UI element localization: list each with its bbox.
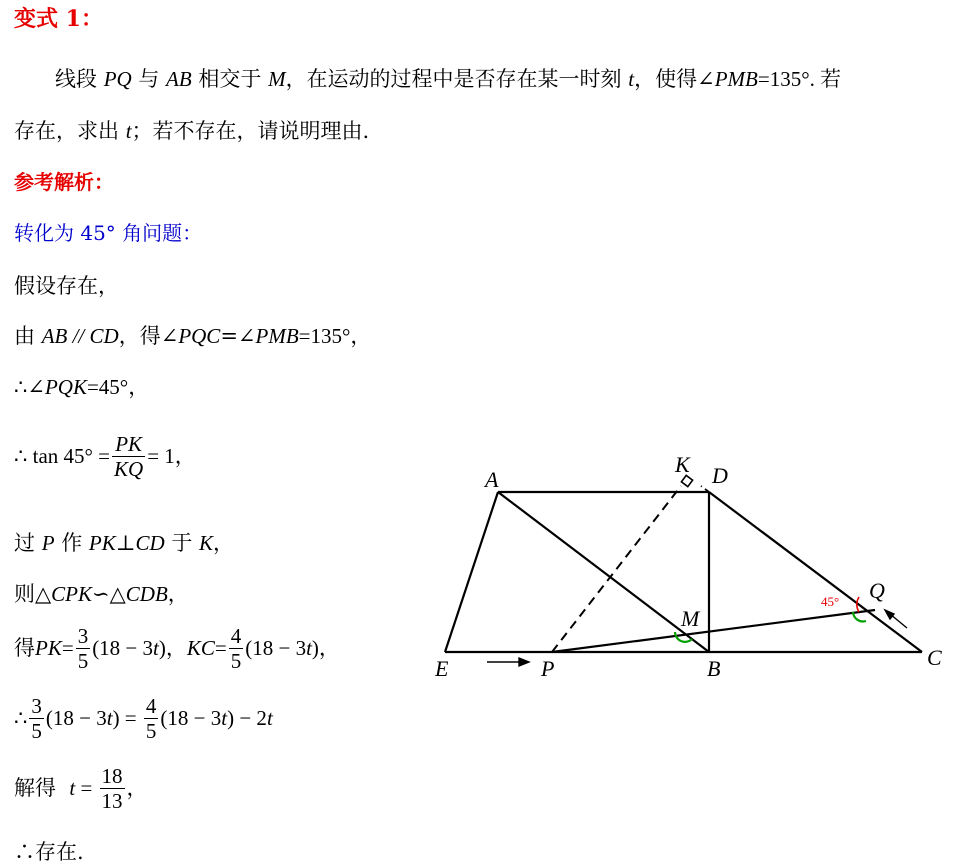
- text: ，在运动的过程中是否存在某一时刻: [285, 67, 629, 91]
- variable-t: t: [125, 119, 132, 143]
- numerator: 4: [230, 624, 242, 648]
- label-m: M: [681, 606, 700, 631]
- step-solution: [14, 764, 148, 813]
- fraction-18-13: [100, 764, 125, 813]
- text: ∴ tan 45° =: [14, 444, 111, 469]
- text: 得: [14, 636, 35, 661]
- geometry-figure: [435, 450, 965, 700]
- text: (18 − 3: [92, 636, 154, 661]
- numerator: PK: [112, 432, 145, 457]
- step-similar: [14, 584, 189, 605]
- angle-pqc: PQC: [178, 324, 221, 348]
- text: 线段: [55, 67, 104, 91]
- text: ): [158, 636, 166, 661]
- fraction-4-5: [144, 694, 159, 743]
- segment-pk: PK: [35, 636, 62, 661]
- variable-t: t: [153, 636, 159, 661]
- text: 则△: [14, 582, 52, 606]
- variable-t: t: [221, 706, 228, 731]
- label-e: E: [435, 656, 449, 681]
- variable-t: t: [69, 776, 76, 801]
- text: ，使得∠: [634, 67, 715, 91]
- text: =135°. 若: [757, 67, 842, 91]
- text: =: [75, 776, 98, 801]
- segment-pq: [552, 610, 875, 652]
- text: ) =: [112, 706, 142, 731]
- text: 相交于: [191, 67, 269, 91]
- text: =∠: [220, 324, 256, 348]
- triangle-cdb: CDB: [125, 582, 168, 606]
- numerator: 18: [101, 764, 123, 788]
- fraction-3-5: [29, 694, 44, 743]
- convert-title: 转化为 45° 角问题：: [14, 221, 203, 245]
- denominator: 5: [145, 719, 157, 744]
- numerator: 3: [77, 624, 89, 648]
- denominator: 5: [230, 649, 242, 674]
- text: =: [214, 636, 227, 661]
- denominator: 5: [77, 649, 89, 674]
- point-m: M: [268, 67, 286, 91]
- text: ) − 2: [227, 706, 267, 731]
- fraction-4-5: [229, 624, 244, 673]
- text: ): [311, 636, 319, 661]
- text: ∴∠: [14, 375, 45, 399]
- text: (18 − 3: [45, 706, 107, 731]
- text: ∴: [14, 706, 28, 731]
- parallel-sign: //: [67, 324, 90, 348]
- step-parallel: [14, 326, 371, 347]
- segment-pq: PQ: [103, 67, 132, 91]
- segment-kc: KC: [186, 636, 215, 661]
- label-b: B: [707, 656, 721, 681]
- step-assume: 假设存在，: [14, 274, 119, 298]
- variable-t: t: [106, 706, 113, 731]
- numerator: 3: [31, 694, 42, 718]
- text: ，: [165, 636, 187, 661]
- step-conclusion: ∴存在.: [14, 840, 84, 864]
- label-c: C: [927, 645, 942, 670]
- segment-ab: [498, 492, 709, 652]
- angle-pmb: PMB: [255, 324, 299, 348]
- text: 解得: [14, 776, 70, 801]
- text: 与: [131, 67, 167, 91]
- text: =: [61, 636, 74, 661]
- fraction-pk-kq: [112, 432, 145, 481]
- denominator: 13: [101, 789, 123, 814]
- triangle-cpk: CPK: [51, 582, 92, 606]
- text: ；若不存在，请说明理由.: [131, 119, 370, 143]
- variable-t: t: [306, 636, 312, 661]
- numerator: 4: [145, 694, 157, 718]
- variable-t: t: [266, 706, 273, 731]
- motion-arrow-p: [487, 658, 529, 666]
- text: 作: [54, 531, 89, 555]
- angle-pqk: PQK: [44, 375, 87, 399]
- variable-t: t: [628, 67, 635, 91]
- step-angle-pqk: [14, 377, 149, 398]
- analysis-title: 参考解析：: [14, 170, 114, 194]
- segment-ab: AB: [166, 67, 192, 91]
- angle-pmb: PMB: [714, 67, 758, 91]
- text: 过: [14, 531, 42, 555]
- text: ，: [318, 636, 340, 661]
- perp-sign: ⊥: [115, 531, 136, 555]
- step-equation: [14, 694, 273, 743]
- step-tan: [14, 432, 196, 481]
- text: ，得∠: [118, 324, 179, 348]
- text: ，: [213, 531, 235, 555]
- label-d: D: [712, 463, 728, 488]
- step-lengths: [14, 624, 340, 673]
- point-p: P: [41, 531, 55, 555]
- text: = 1，: [147, 444, 196, 469]
- label-a: A: [485, 467, 499, 492]
- segment-pk: [552, 486, 681, 652]
- segment-pk: PK: [88, 531, 116, 555]
- label-p: P: [541, 656, 555, 681]
- text: 由: [14, 324, 42, 348]
- label-k: K: [675, 452, 690, 477]
- text: ，: [167, 582, 189, 606]
- problem-line-2: [14, 121, 369, 142]
- fraction-3-5: [76, 624, 91, 673]
- point-k: K: [199, 531, 214, 555]
- right-angle-marker: [681, 475, 692, 486]
- segment-cd: CD: [89, 324, 119, 348]
- motion-arrow-q: [885, 610, 907, 628]
- text: △: [109, 582, 126, 606]
- text: =135°，: [298, 324, 372, 348]
- segment-cd: CD: [135, 531, 165, 555]
- denominator: 5: [31, 719, 42, 744]
- text: ，: [126, 776, 148, 801]
- step-perpendicular: [14, 533, 234, 554]
- variant-heading: 变式 1：: [14, 6, 103, 32]
- denominator: KQ: [114, 457, 144, 482]
- segment-ea: [445, 492, 498, 652]
- angle-45-label: 45°: [821, 594, 840, 609]
- text: 存在，求出: [14, 119, 126, 143]
- label-q: Q: [869, 578, 885, 603]
- text: =45°，: [86, 375, 150, 399]
- problem-line-1: [55, 69, 841, 90]
- text: 于: [164, 531, 200, 555]
- text: (18 − 3: [245, 636, 307, 661]
- similar-sign: ∽: [92, 582, 110, 606]
- text: (18 − 3: [160, 706, 222, 731]
- segment-ab: AB: [41, 324, 68, 348]
